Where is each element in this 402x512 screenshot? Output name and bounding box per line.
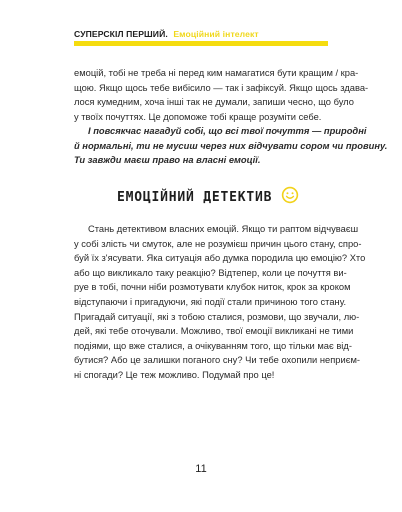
- paragraph-line: емоцій, тобі не треба ні перед ким намагатися бути кращим / кра-: [74, 68, 359, 78]
- paragraph-line: буй їх з'ясувати. Яка ситуація або думка породила цю емоцію? Хто: [74, 253, 366, 264]
- paragraph-diary-note: [74, 66, 369, 124]
- header-rule: [74, 41, 328, 46]
- paragraph-line: й нормальні, ти не мусиш через них відчувати сором чи провину.: [74, 140, 388, 151]
- paragraph-detective: [74, 222, 366, 383]
- running-header-chapter: Емоційний інтелект: [173, 29, 259, 39]
- paragraph-line: у собі злість чи смуток, але не розумієш причин цього стану, спро-: [74, 238, 362, 249]
- paragraph-line: бутися? Або це залишки поганого сну? Чи тебе охопили неприєм-: [74, 355, 360, 366]
- section-heading: [117, 190, 299, 205]
- paragraph-line: подіями, що вже сталися, а очікуванням того, що тільки має від-: [74, 340, 352, 351]
- section-title: ЕМОЦІЙНИЙ ДЕТЕКТИВ: [117, 190, 273, 205]
- paragraph-line: І повсякчас нагадуй собі, що всі твої почуття — природні: [88, 126, 367, 136]
- smile-icon: [281, 186, 299, 204]
- page-number: 11: [195, 463, 207, 475]
- paragraph-line: або що викликало таку реакцію? Відтепер, коли це почуття ви-: [74, 267, 347, 278]
- paragraph-line: ні спогади? Це теж можливо. Подумай про це!: [74, 369, 275, 380]
- paragraph-line: Пригадай ситуації, які з тобою сталися, розмови, що звучали, лю-: [74, 311, 360, 322]
- paragraph-line: дей, які тебе оточували. Можливо, твої емоції викликані не тими: [74, 326, 354, 337]
- running-header-section: СУПЕРСКІЛ ПЕРШИЙ.: [74, 29, 168, 39]
- paragraph-line: щою. Якщо щось тебе вибісило — так і зафіксуй. Якщо щось здава-: [74, 82, 369, 93]
- paragraph-line: Ти завжди маєш право на власні емоції.: [74, 155, 261, 166]
- paragraph-line: відступаючи і пригадуючи, які події стали причиною того стану.: [74, 296, 347, 307]
- paragraph-emphasis: [74, 124, 388, 168]
- paragraph-line: руе в тобі, почни ніби розмотувати клубок ниток, крок за кроком: [74, 282, 351, 293]
- paragraph-line: у твоїх почуттях. Це допоможе тобі краще розуміти себе.: [74, 111, 322, 122]
- paragraph-line: Стань детективом власних емоцій. Якщо ти раптом відчуваєш: [88, 224, 359, 234]
- running-header: [74, 29, 259, 39]
- paragraph-line: лося кумедним, хоча інші так не думали, запиши чесно, що було: [74, 97, 354, 108]
